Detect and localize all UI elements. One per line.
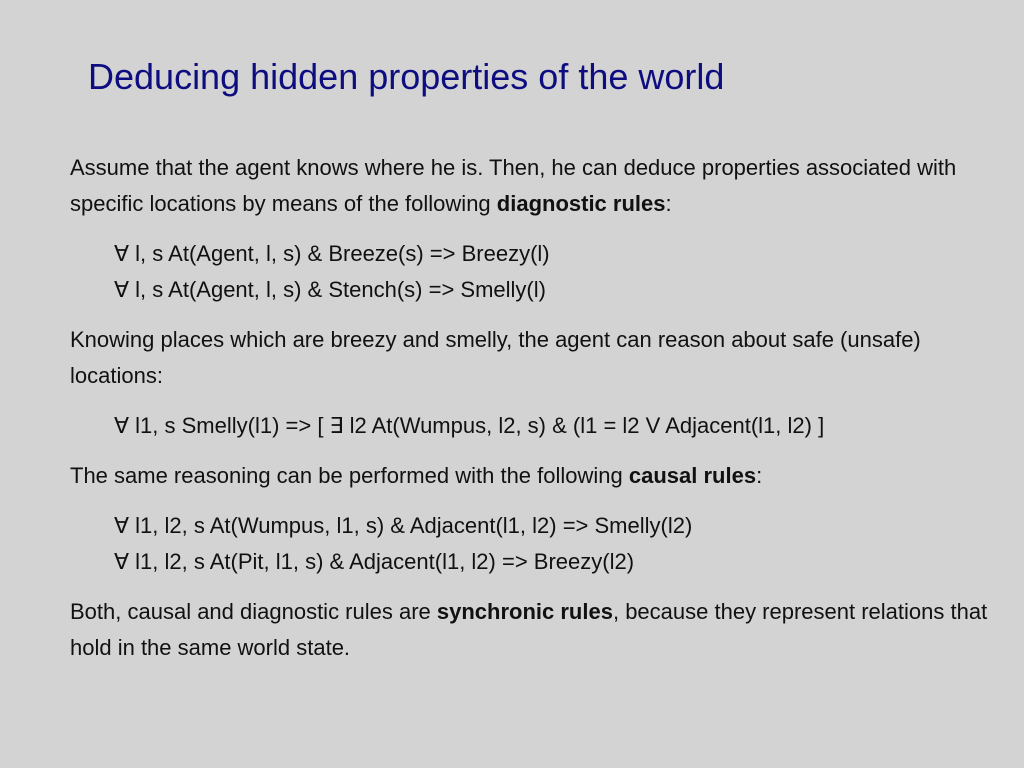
intro-paragraph	[70, 150, 1000, 222]
causal-text: The same reasoning can be performed with the following	[70, 463, 629, 488]
diagnostic-rules-term: diagnostic rules	[496, 191, 666, 216]
diagnostic-rules-list	[114, 236, 1000, 308]
synchronic-tail: , because they represent relations that hold in the same world state.	[70, 599, 988, 660]
intro-tail: :	[665, 191, 672, 216]
synchronic-text: Both, causal and diagnostic rules are	[70, 599, 437, 624]
safety-rule: ∀ l1, s Smelly(l1) => [ ∃ l2 At(Wumpus, l2, s) & (l1 = l2 V Adjacent(l1, l2) ]	[114, 413, 825, 438]
slide-title: Deducing hidden properties of the world	[88, 56, 725, 97]
causal-paragraph	[70, 458, 1000, 494]
safety-rule-list	[114, 408, 1000, 444]
safety-text: Knowing places which are breezy and smelly, the agent can reason about safe (unsafe) locations:	[70, 327, 921, 388]
diagnostic-rule: ∀ l, s At(Agent, l, s) & Stench(s) => Smelly(l)	[114, 277, 546, 302]
causal-rule: ∀ l1, l2, s At(Wumpus, l1, s) & Adjacent(l1, l2) => Smelly(l2)	[114, 513, 693, 538]
synchronic-paragraph	[70, 594, 1000, 666]
causal-rule: ∀ l1, l2, s At(Pit, l1, s) & Adjacent(l1, l2) => Breezy(l2)	[114, 549, 635, 574]
causal-rules-term: causal rules	[628, 463, 757, 488]
causal-tail: :	[756, 463, 763, 488]
slide-body	[70, 150, 1000, 666]
synchronic-rules-term: synchronic rules	[436, 599, 613, 624]
diagnostic-rule: ∀ l, s At(Agent, l, s) & Breeze(s) => Breezy(l)	[114, 241, 550, 266]
intro-text: Assume that the agent knows where he is. Then, he can deduce properties associated with specific locations by means of the following	[70, 155, 957, 216]
safety-paragraph	[70, 322, 1000, 394]
causal-rules-list	[114, 508, 1000, 580]
